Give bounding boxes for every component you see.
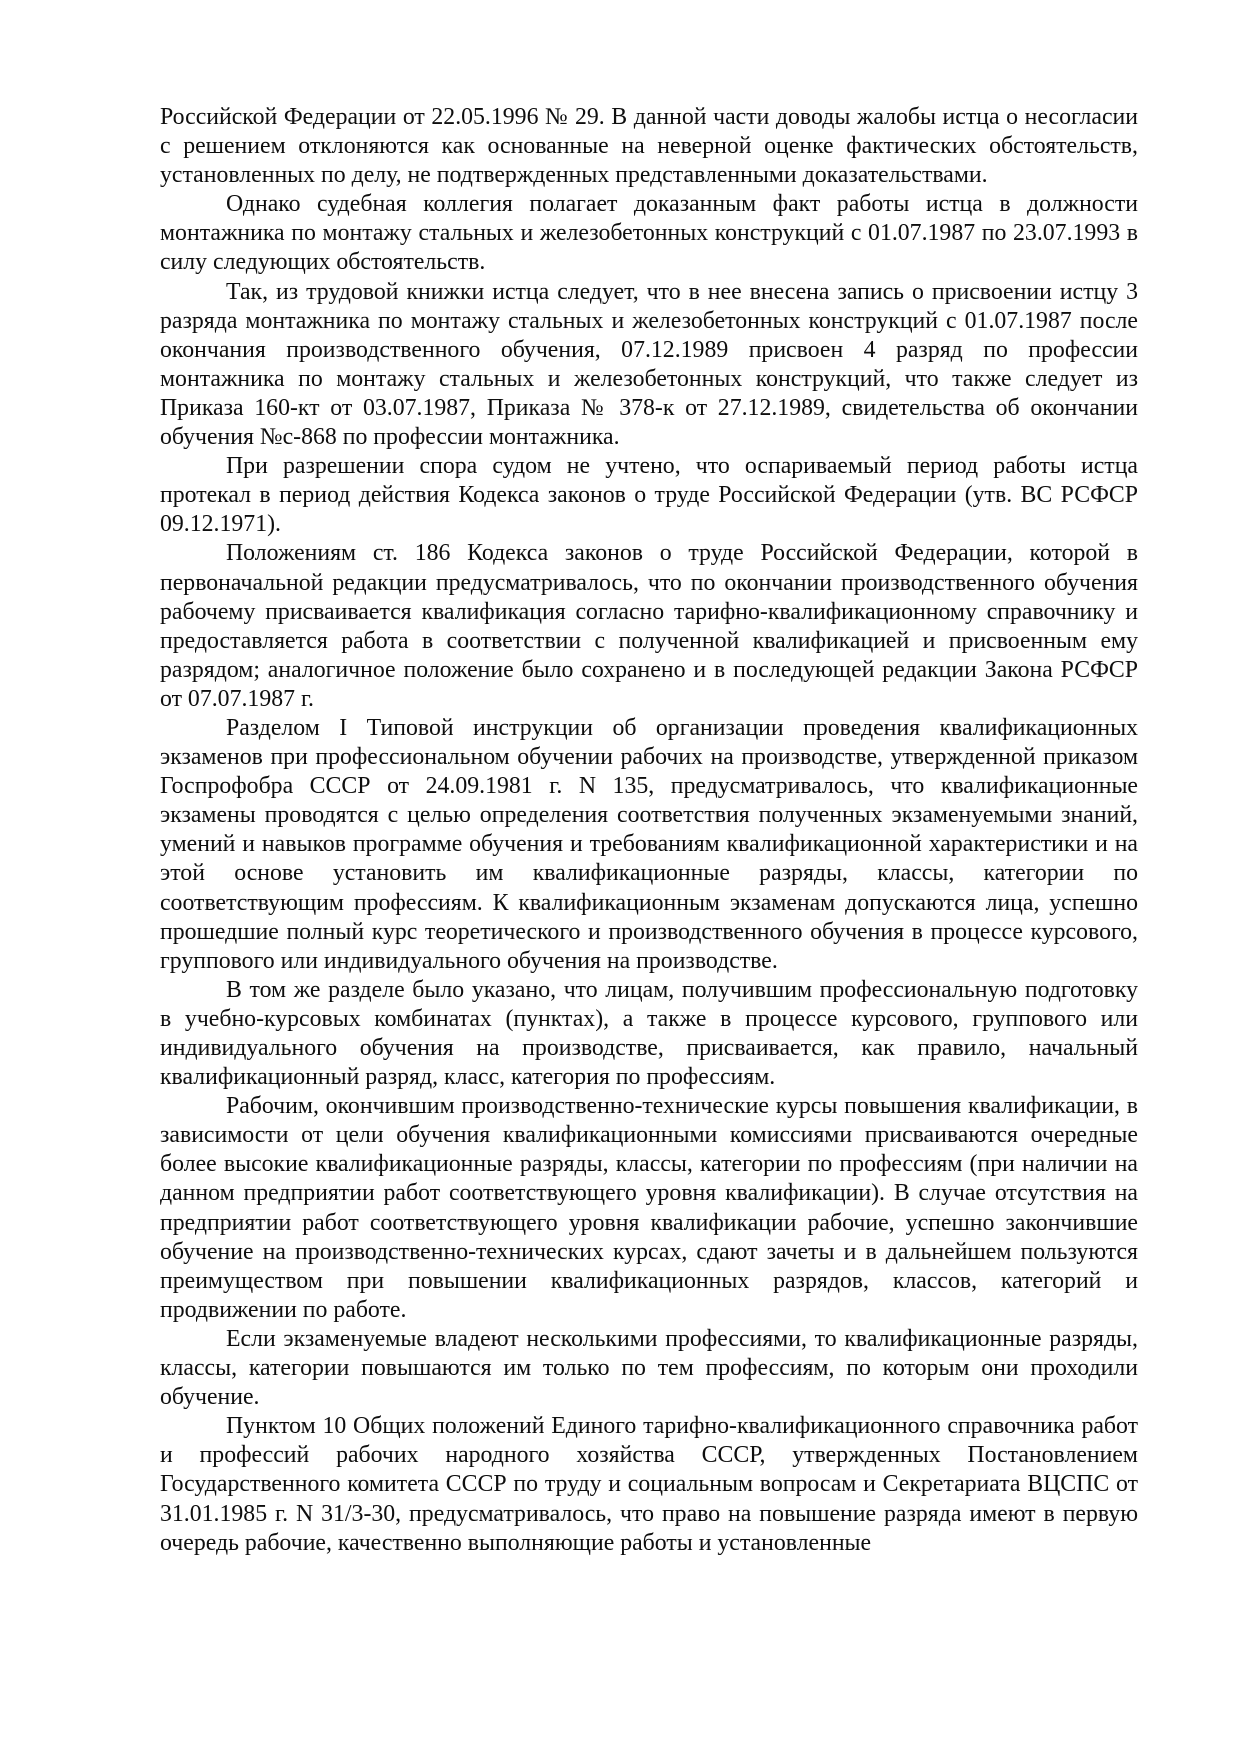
- paragraph: Положениям ст. 186 Кодекса законов о труде Российской Федерации, которой в первоначальной редакции предусматривалось, что по окончании производственного обучения рабочему присваивается квалификация согласно тарифно-квалификационному справочнику и предоставляется работа в соответствии с полученной квалификацией и присвоенным ему разрядом; аналогичное положение было сохранено и в последующей редакции Закона РСФСР от 07.07.1987 г.: [160, 540, 1138, 712]
- paragraph: Российской Федерации от 22.05.1996 № 29. В данной части доводы жалобы истца о несогласии с решением отклоняются как основанные на неверной оценке фактических обстоятельств, установленных по делу, не подтвержденных представленными доказательствами.: [160, 104, 1138, 189]
- document-text-block: [160, 103, 1138, 1558]
- paragraph: Однако судебная коллегия полагает доказанным факт работы истца в должности монтажника по монтажу стальных и железобетонных конструкций с 01.07.1987 по 23.07.1993 в силу следующих обстоятельств.: [160, 191, 1138, 276]
- paragraph: Так, из трудовой книжки истца следует, что в нее внесена запись о присвоении истцу 3 разряда монтажника по монтажу стальных и железобетонных конструкций с 01.07.1987 после окончания производственного обучения, 07.12.1989 присвоен 4 разряд по профессии монтажника по монтажу стальных и железобетонных конструкций, что также следует из Приказа 160-кт от 03.07.1987, Приказа № 378-к от 27.12.1989, свидетельства об окончании обучения №с-868 по профессии монтажника.: [160, 278, 1138, 451]
- paragraph: Разделом I Типовой инструкции об организации проведения квалификационных экзаменов при профессиональном обучении рабочих на производстве, утвержденной приказом Госпрофобра СССР от 24.09.1981 г. N 135, предусматривалось, что квалификационные экзамены проводятся с целью определения соответствия полученных экзаменуемыми знаний, умений и навыков программе обучения и требованиям квалификационной характеристики и на этой основе установить им квалификационные разряды, классы, категории по соответствующим профессиям. К квалификационным экзаменам допускаются лица, успешно прошедшие полный курс теоретического и производственного обучения в процессе курсового, группового или индивидуального обучения на производстве.: [160, 714, 1138, 974]
- paragraph: В том же разделе было указано, что лицам, получившим профессиональную подготовку в учебно-курсовых комбинатах (пунктах), а также в процессе курсового, группового или индивидуального обучения на производстве, присваивается, как правило, начальный квалификационный разряд, класс, категория по профессиям.: [160, 976, 1138, 1091]
- paragraph: Если экзаменуемые владеют несколькими профессиями, то квалификационные разряды, классы, категории повышаются им только по тем профессиям, по которым они проходили обучение.: [160, 1325, 1138, 1411]
- paragraph: Пунктом 10 Общих положений Единого тарифно-квалификационного справочника работ и профессий рабочих народного хозяйства СССР, утвержденных Постановлением Государственного комитета СССР по труду и социальным вопросам и Секретариата ВЦСПС от 31.01.1985 г. N 31/3-30, предусматривалось, что право на повышение разряда имеют в первую очередь рабочие, качественно выполняющие работы и установленные: [160, 1413, 1138, 1556]
- paragraph: Рабочим, окончившим производственно-технические курсы повышения квалификации, в зависимости от цели обучения квалификационными комиссиями присваиваются очередные более высокие квалификационные разряды, классы, категории по профессиям (при наличии на данном предприятии работ соответствующего уровня квалификации). В случае отсутствия на предприятии работ соответствующего уровня квалификации рабочие, успешно закончившие обучение на производственно-технических курсах, сдают зачеты и в дальнейшем пользуются преимуществом при повышении квалификационных разрядов, классов, категорий и продвижении по работе.: [160, 1093, 1138, 1323]
- paragraph: При разрешении спора судом не учтено, что оспариваемый период работы истца протекал в период действия Кодекса законов о труде Российской Федерации (утв. ВС РСФСР 09.12.1971).: [160, 453, 1138, 538]
